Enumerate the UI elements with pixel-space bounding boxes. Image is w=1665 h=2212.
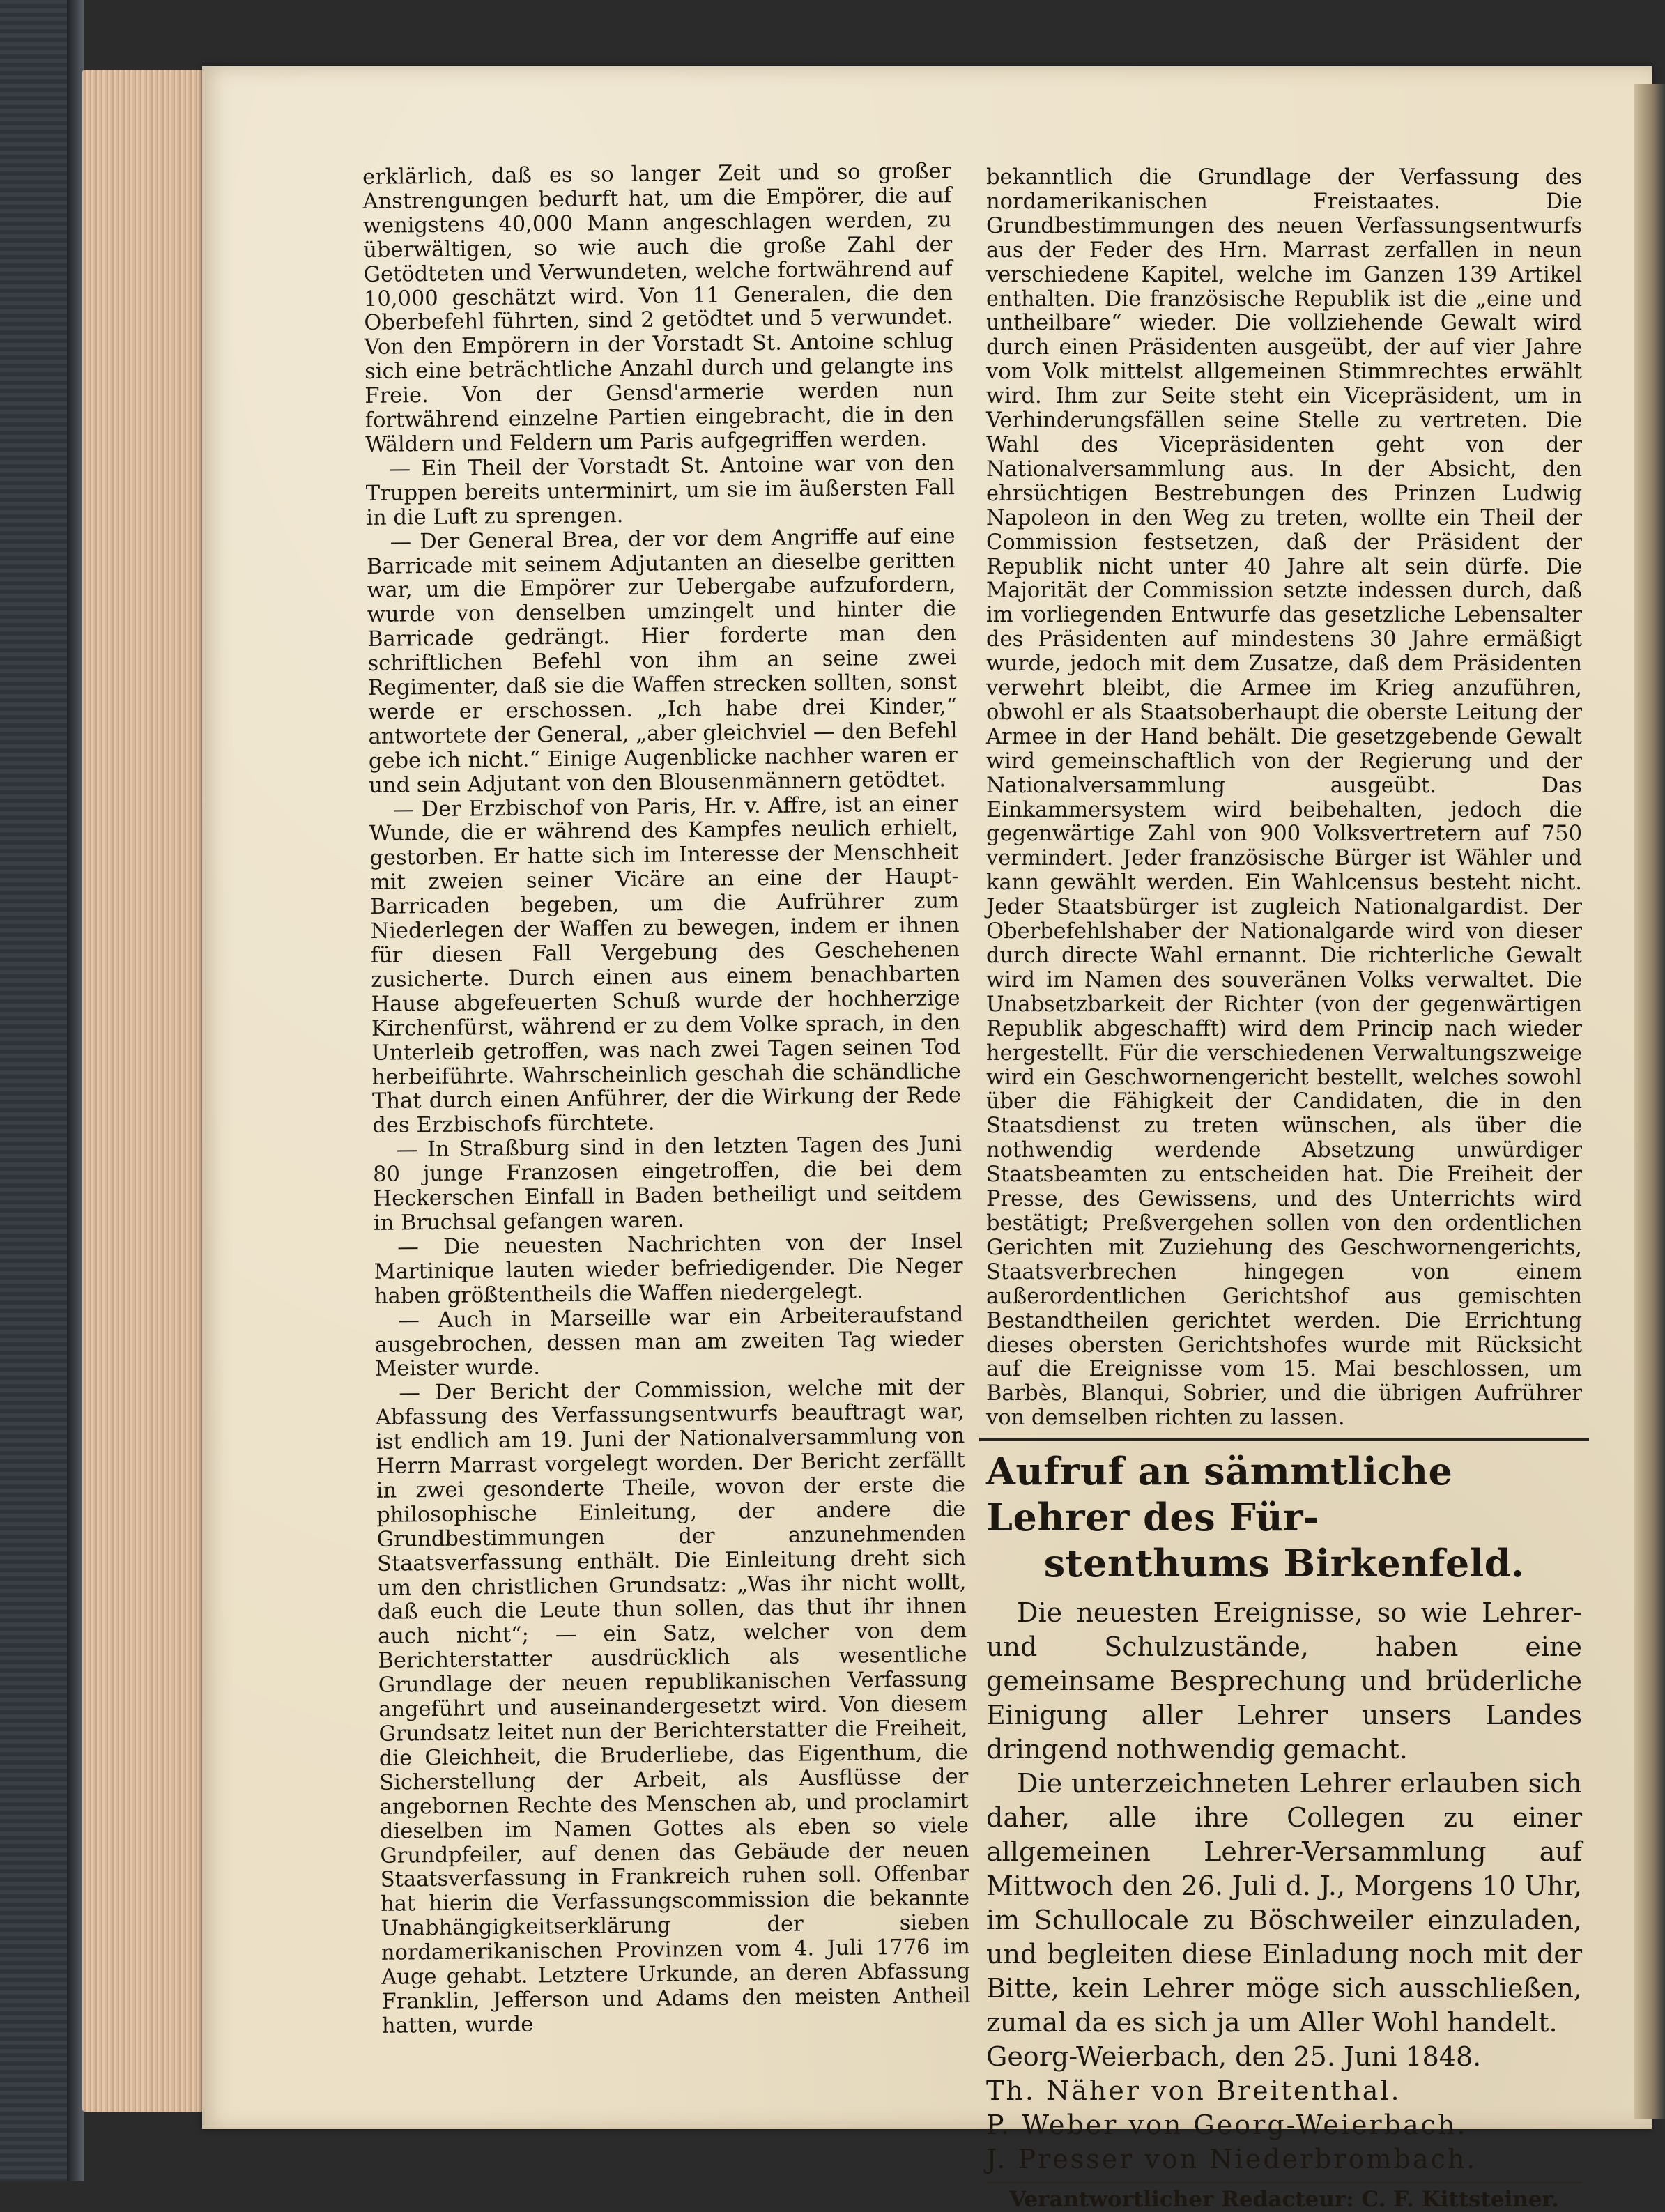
page-stack-edge (82, 70, 215, 2112)
left-paragraph-6: — Die neuesten Nachrichten von der Insel Martinique lauten wieder befriedigender. Die Neger haben größtentheils die Waffen niedergelegt. (374, 1229, 963, 1309)
announcement-heading-line-1: Aufruf an sämmtliche Lehrer des Für- (986, 1449, 1453, 1540)
left-paragraph-2: — Ein Theil der Vorstadt St. Antoine war von den Truppen bereits unterminirt, um sie im äußersten Fall in die Luft zu sprengen. (365, 451, 956, 530)
signature-2: P. Weber von Georg-Weierbach. (986, 2110, 1468, 2141)
right-paragraph-1: bekanntlich die Grundlage der Verfassung des nordamerikanischen Freistaates. Die Grundbestimmungen des neuen Verfassungsentwurfs aus der Feder des Hrn. Marrast zerfallen in neun verschiedene Kapitel, welche im Ganzen 139 Artikel enthalten. Die französische Republik ist die „eine und untheilbare“ wieder. Die vollziehende Gewalt wird durch einen Präsidenten ausgeübt, der auf vier Jahre vom Volk mittelst allgemeinen Stimmrechtes erwählt wird. Ihm zur Seite steht ein Vicepräsident, um in Verhinderungsfällen seine Stelle zu vertreten. Die Wahl des Vicepräsidenten geht von der Nationalversammlung aus. In der Absicht, den ehrsüchtigen Bestrebungen des Prinzen Ludwig Napoleon in den Weg zu treten, wollte ein Theil der Commission festsetzen, daß der Präsident der Republik nicht unter 40 Jahre alt sein dürfe. Die Majorität der Commission setzte indessen durch, daß im vorliegenden Entwurfe das gesetzliche Lebensalter des Präsidenten auf mindestens 30 Jahre ermäßigt wurde, jedoch mit dem Zusatze, daß dem Präsidenten verwehrt bleibt, die Armee im Krieg anzuführen, obwohl er als Staatsoberhaupt die oberste Leitung der Armee in der Hand behält. Die gesetzgebende Gewalt wird gemeinschaftlich von der Regierung und der Nationalversammlung ausgeübt. Das Einkammersystem wird beibehalten, jedoch die gegenwärtige Zahl von 900 Volksvertretern auf 750 vermindert. Jeder französische Bürger ist Wähler und kann gewählt werden. Ein Wahlcensus besteht nicht. Jeder Staatsbürger ist zugleich Nationalgardist. Der Oberbefehlshaber der Nationalgarde wird von dieser durch directe Wahl ernannt. Die richterliche Gewalt wird im Namen des souveränen Volks verwaltet. Die Unabsetzbarkeit der Richter (von der gegenwärtigen Republik abgeschafft) wird dem Princip nach wieder hergestellt. Für die verschiedenen Verwaltungszweige wird ein Geschwornengericht bestellt, welches sowohl über die Fähigkeit der Candidaten, die in den Staatsdienst zu treten wünschen, als über die nothwendig werdende Absetzung unwürdiger Staatsbeamten zu entscheiden hat. Die Freiheit der Presse, des Gewissens, und des Unterrichts wird bestätigt; Preßvergehen sollen von den ordentlichen Gerichten mit Zuziehung des Geschwornengerichts, Staatsverbrechen hingegen von einem außerordentlichen Gerichtshof aus gemischten Bestandtheilen gerichtet werden. Die Errichtung dieses obersten Gerichtshofes wurde mit Rücksicht auf die Ereignisse vom 15. Mai beschlossen, um Barbès, Blanqui, Sobrier, und die übrigen Aufrührer von demselben richten zu lassen. (986, 165, 1582, 1431)
left-paragraph-8: — Der Bericht der Commission, welche mit der Abfassung des Verfassungsentwurfs beauftragt war, ist endlich am 19. Juni der Nationalversammlung von Herrn Marrast vorgelegt worden. Der Bericht zerfällt in zwei gesonderte Theile, wovon der erste die philosophische Einleitung, der andere die Grundbestimmungen der anzunehmenden Staatsverfassung enthält. Die Einleitung dreht sich um den christlichen Grundsatz: „Was ihr nicht wollt, daß euch die Leute thun sollen, das thut ihr ihnen auch nicht“; — ein Satz, welcher von dem Berichterstatter ausdrücklich als wesentliche Grundlage der neuen republikanischen Verfassung angeführt und auseinandergesetzt wird. Von diesem Grundsatz leitet nun der Berichterstatter die Freiheit, die Gleichheit, die Bruderliebe, das Eigenthum, die Sicherstellung der Arbeit, als Ausflüsse der angebornen Rechte des Menschen ab, und proclamirt dieselben im Namen Gottes als eben so viele Grundpfeiler, auf denen das Gebäude der neuen Staatsverfassung in Frankreich ruhen soll. Offenbar hat hierin die Verfassungscommission die bekannte Unabhängigkeitserklärung der sieben nordamerikanischen Provinzen vom 4. Juli 1776 im Auge gehabt. Letztere Urkunde, an deren Abfassung Franklin, Jefferson und Adams den meisten Antheil hatten, wurde (375, 1375, 971, 2038)
left-paragraph-5: — In Straßburg sind in den letzten Tagen des Juni 80 junge Franzosen eingetroffen, die bei dem Heckerschen Einfall in Baden betheiligt und seitdem in Bruchsal gefangen waren. (372, 1132, 962, 1236)
left-paragraph-3: — Der General Brea, der vor dem Angriffe auf eine Barricade mit seinem Adjutanten an dieselbe geritten war, um die Empörer zur Uebergabe aufzufordern, wurde von denselben umzingelt und hinter die Barricade gedrängt. Hier forderte man den schriftlichen Befehl von ihm an seine zwei Regimenter, daß sie die Waffen strecken sollten, sonst werde er erschossen. „Ich habe drei Kinder,“ antwortete der General, „aber gleichviel — den Befehl gebe ich nicht.“ Einige Augenblicke nachher waren er und sein Adjutant von den Blousenmännern getödtet. (366, 523, 958, 798)
announcement-body (986, 1596, 1582, 2176)
announcement-paragraph-1: Die neuesten Ereignisse, so wie Lehrer- und Schulzustände, haben eine gemeinsame Besprechung und brüderliche Einigung aller Lehrer unsers Landes dringend nothwendig gemacht. (986, 1597, 1582, 1765)
book-binding (0, 0, 84, 2181)
announcement-heading-line-2: stenthums Birkenfeld. (1043, 1541, 1525, 1586)
left-paragraph-1: erklärlich, daß es so langer Zeit und so großer Anstrengungen bedurft hat, um die Empörer, die auf wenigstens 40,000 Mann angeschlagen werden, zu überwältigen, so wie auch die große Zahl der Getödteten und Verwundeten, welche fortwährend auf 10,000 geschätzt wird. Von 11 Generalen, die den Oberbefehl führten, sind 2 getödtet und 5 verwundet. Von den Empörern in der Vorstadt St. Antoine schlug sich eine beträchtliche Anzahl durch und gelangte ins Freie. Von der Gensd'armerie werden nun fortwährend einzelne Partien eingebracht, die in den Wäldern und Feldern um Paris aufgegriffen werden. (362, 159, 954, 457)
editor-line: Verantwortlicher Redacteur: C. F. Kittsteiner. (1009, 2187, 1559, 2212)
facing-page-edge (1634, 84, 1665, 2119)
left-column (362, 160, 971, 2038)
announcement-heading (986, 1448, 1582, 1586)
right-column (986, 166, 1582, 2212)
footer-rule (986, 2182, 1582, 2183)
left-paragraph-7: — Auch in Marseille war ein Arbeiteraufstand ausgebrochen, dessen man am zweiten Tag wieder Meister wurde. (374, 1302, 964, 1382)
signature-1: Th. Näher von Breitenthal. (986, 2075, 1402, 2107)
announcement-paragraph-2: Die unterzeichneten Lehrer erlauben sich daher, alle ihre Collegen zu einer allgemeinen Lehrer-Versammlung auf Mittwoch den 26. Juli d. J., Morgens 10 Uhr, im Schullocale zu Böschweiler einzuladen, und begleiten diese Einladung noch mit der Bitte, kein Lehrer möge sich ausschließen, zumal da es sich ja um Aller Wohl handelt. (986, 1768, 1582, 2038)
signature-3: J. Presser von Niederbrombach. (986, 2144, 1478, 2175)
announcement-place-date: Georg-Weierbach, den 25. Juni 1848. (986, 2041, 1482, 2073)
section-rule (979, 1438, 1589, 1441)
left-paragraph-4: — Der Erzbischof von Paris, Hr. v. Affre, ist an einer Wunde, die er während des Kampfes neulich erhielt, gestorben. Er hatte sich im Interesse der Menschheit mit zweien seiner Vicäre an eine der Haupt-Barricaden begeben, um die Aufrührer zum Niederlegen der Waffen zu bewegen, indem er ihnen für diesen Fall Vergebung des Geschehenen zusicherte. Durch einen aus einem benachbarten Hause abgefeuerten Schuß wurde der hochherzige Kirchenfürst, während er zu dem Volke sprach, in den Unterleib getroffen, was nach zwei Tagen seinen Tod herbeiführte. Wahrscheinlich geschah die schändliche That durch einen Anführer, der die Wirkung der Rede des Erzbischofs fürchtete. (369, 791, 962, 1139)
